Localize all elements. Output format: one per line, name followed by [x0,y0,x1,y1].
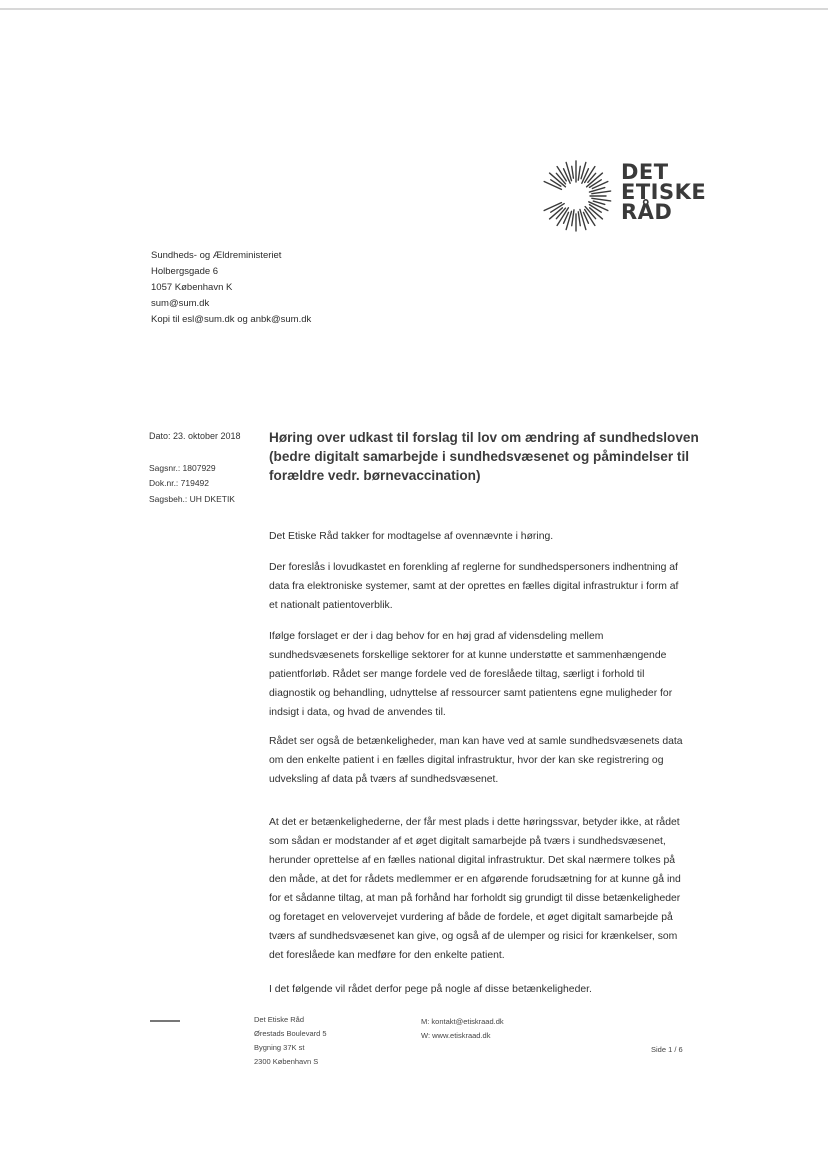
footer-address-line: 2300 København S [254,1057,319,1066]
footer-website: W: www.etiskraad.dk [421,1031,491,1040]
logo-line-3: RÅD [621,200,673,224]
recipient-line: Sundheds- og Ældreministeriet [151,250,282,261]
sunburst-ray [572,166,574,178]
document-number: Dok.nr.: 719492 [149,478,210,488]
sunburst-ray [566,211,571,229]
paragraph-4: Rådet ser også de betænkeligheder, man kan have ved at samle sundhedsvæsenets data om den enkelte patient i en fælles digital infrastruktur, hvor der kan ske registrering og udveksling af data på tværs af sundhedsvæsenet. [269,736,683,785]
sunburst-ray [592,191,611,194]
letter-title: Høring over udkast til forslag til lov om ændring af sundhedsloven (bedre digitalt samarbejde i sundhedsvæsenet og påmindelser til forældre vedr. børnevaccination) [269,430,699,483]
paragraph-6: I det følgende vil rådet derfor pege på nogle af disse betænkeligheder. [269,984,592,995]
footer-address-line: Bygning 37K st [254,1043,305,1052]
recipient-line: Holbergsgade 6 [151,266,219,277]
sunburst-ray [566,162,571,180]
footer-address-line: Ørestads Boulevard 5 [254,1029,327,1038]
paragraph-2: Der foreslås i lovudkastet en forenkling af reglerne for sundhedspersoners indhentning af data fra elektroniske systemer, samt at der oprettes en fælles digital infrastruktur i form af et nationalt patientoverblik. [269,562,679,611]
sunburst-ray [589,188,604,193]
sunburst-ray [578,212,580,226]
logo-line-1: DET [621,160,669,184]
document-date: Dato: 23. oktober 2018 [149,431,241,441]
paragraph-5: At det er betænkelighederne, der får mest plads i dette høringssvar, betyder ikke, at rådet som sådan er modstander af et øget digitalt samarbejde på tværs i sundhedsvæsenet, herunder oprettelse af en fælles national digital infrastruktur. Det skal nærmere tolkes på den måde, at det for rådets medlemmer er en afgørende forudsætning for at kunne gå ind for et sådanne tiltag, at man på forhånd har forholdt sig grundigt til disse betænkeligheder og foretaget en velovervejet vurdering af både de fordele, et øget digitalt samarbejde på tværs af sundhedsvæsenet kan give, og også af de ulemper og risici for krænkelser, som det foreslåede kan medføre for den enkelte patient. [269,817,681,961]
sunburst-ray [592,198,611,201]
scan-edge [0,8,828,10]
sunburst-icon [536,156,616,236]
footer-address [254,1013,327,1069]
footer-contact [421,1015,504,1043]
sunburst-ray [592,181,607,188]
logo-line-2: ETISKE [621,180,707,204]
case-number: Sagsnr.: 1807929 [149,463,216,473]
footer-address-line: Det Etiske Råd [254,1015,305,1024]
sunburst-ray [572,210,574,226]
footer-divider [150,1020,180,1022]
paragraph-3: Ifølge forslaget er der i dag behov for en høj grad af vidensdeling mellem sundhedsvæsenets forskellige sektorer for at kunne understøtte et sammenhængende patientforløb. Rådet ser mange fordele ved de foreslåede tiltag, særligt i forhold til diagnostik og behandling, udnyttelse af ressourcer samt patientens egne muligheder for indsigt i data, og hvad de anvendes til. [269,631,673,718]
recipient-line: Kopi til esl@sum.dk og anbk@sum.dk [151,314,312,325]
recipient-line: 1057 København K [151,282,233,293]
page-number: Side 1 / 6 [651,1045,683,1054]
paragraph-1: Det Etiske Råd takker for modtagelse af ovennævnte i høring. [269,531,554,542]
sunburst-ray [578,166,580,180]
recipient-line: sum@sum.dk [151,298,210,309]
logo [536,156,706,236]
recipient-address [151,248,311,328]
logo-text [621,162,706,222]
footer-email: M: kontakt@etiskraad.dk [421,1017,504,1026]
case-handler: Sagsbeh.: UH DKETIK [149,494,235,504]
